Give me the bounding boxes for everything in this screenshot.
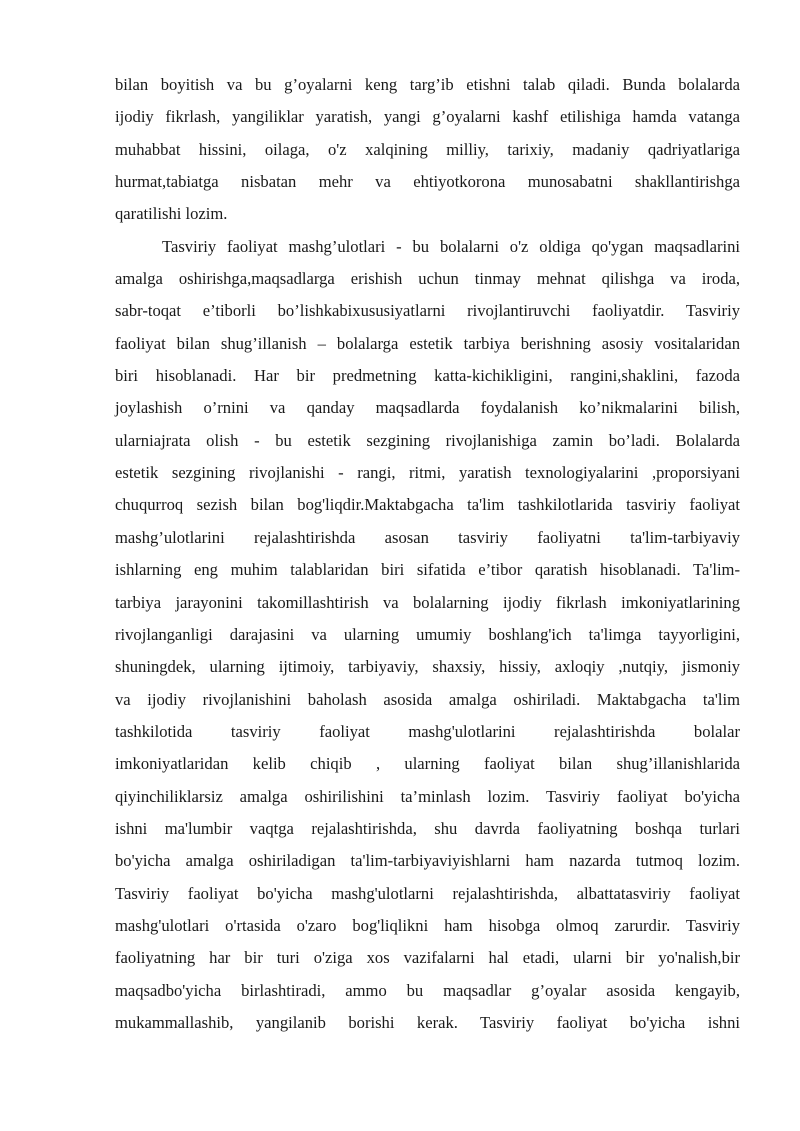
text-line: faoliyatning har bir turi o'ziga xos vazifalarni hal etadi, ularni bir yo'nalish,bir [115, 948, 740, 968]
text-line: ishlarning eng muhim talablaridan biri sifatida e’tibor qaratish hisoblanadi. Ta'lim- [115, 560, 740, 580]
text-line: shuningdek, ularning ijtimoiy, tarbiyaviy, shaxsiy, hissiy, axloqiy ,nutqiy, jismoniy [115, 657, 740, 677]
text-line: tashkilotida tasviriy faoliyat mashg'ulotlarini rejalashtirishda bolalar [115, 721, 740, 741]
text-line: Tasviriy faoliyat bo'yicha mashg'ulotlarni rejalashtirishda, albattatasviriy faoliyat [115, 883, 740, 903]
text-line: mashg’ulotlarini rejalashtirishda asosan tasviriy faoliyatni ta'lim-tarbiyaviy [115, 527, 740, 547]
paragraph-2 [115, 231, 740, 1040]
text-line: mashg'ulotlari o'rtasida o'zaro bog'liqlikni ham hisobga olmoq zarurdir. Tasviriy [115, 915, 740, 935]
text-line: faoliyat bilan shug’illanish – bolalarga estetik tarbiya berishning asosiy vositalaridan [115, 333, 740, 353]
text-line: qiyinchiliklarsiz amalga oshirilishini ta’minlash lozim. Tasviriy faoliyat bo'yicha [115, 786, 740, 806]
text-line: maqsadbo'yicha birlashtiradi, ammo bu maqsadlar g’oyalar asosida kengayib, [115, 980, 740, 1000]
text-line: muhabbat hissini, oilaga, o'z xalqining milliy, tarixiy, madaniy qadriyatlariga [115, 139, 740, 159]
text-line: qaratilishi lozim. [115, 204, 228, 224]
text-line: estetik sezgining rivojlanishi - rangi, ritmi, yaratish texnologiyalarini ,proporsiyani [115, 463, 740, 483]
text-line: bilan boyitish va bu g’oyalarni keng targ’ib etishni talab qiladi. Bunda bolalarda [115, 75, 740, 94]
text-line: imkoniyatlaridan kelib chiqib , ularning faoliyat bilan shug’illanishlarida [115, 754, 740, 774]
document-body [115, 69, 740, 1039]
text-line: amalga oshirishga,maqsadlarga erishish uchun tinmay mehnat qilishga va iroda, [115, 269, 740, 289]
text-line: chuqurroq sezish bilan bog'liqdir.Maktabgacha ta'lim tashkilotlarida tasviriy faoliyat [115, 495, 740, 515]
text-line: biri hisoblanadi. Har bir predmetning katta-kichikligini, rangini,shaklini, fazoda [115, 366, 740, 386]
text-line: Tasviriy faoliyat mashg’ulotlari - bu bolalarni o'z oldiga qo'ygan maqsadlarini [162, 236, 740, 256]
text-line: hurmat,tabiatga nisbatan mehr va ehtiyotkorona munosabatni shakllantirishga [115, 172, 740, 192]
text-line: bo'yicha amalga oshiriladigan ta'lim-tarbiyaviyishlarni ham nazarda tutmoq lozim. [115, 851, 740, 871]
paragraph-1 [115, 69, 740, 231]
text-line: ijodiy fikrlash, yangiliklar yaratish, yangi g’oyalarni kashf etilishiga hamda vatanga [115, 107, 740, 127]
text-line: rivojlanganligi darajasini va ularning umumiy boshlang'ich ta'limga tayyorligini, [115, 624, 740, 644]
text-line: tarbiya jarayonini takomillashtirish va bolalarning ijodiy fikrlash imkoniyatlarining [115, 592, 740, 612]
text-line: mukammallashib, yangilanib borishi kerak. Tasviriy faoliyat bo'yicha ishni [115, 1012, 740, 1032]
text-line: ularniajrata olish - bu estetik sezgining rivojlanishiga zamin bo’ladi. Bolalarda [115, 430, 740, 450]
text-line: sabr-toqat e’tiborli bo’lishkabixususiyatlarni rivojlantiruvchi faoliyatdir. Tasviriy [115, 301, 740, 321]
text-line: ishni ma'lumbir vaqtga rejalashtirishda, shu davrda faoliyatning boshqa turlari [115, 818, 740, 838]
text-line: va ijodiy rivojlanishini baholash asosida amalga oshiriladi. Maktabgacha ta'lim [115, 689, 740, 709]
text-line: joylashish o’rnini va qanday maqsadlarda foydalanish ko’nikmalarini bilish, [115, 398, 740, 418]
